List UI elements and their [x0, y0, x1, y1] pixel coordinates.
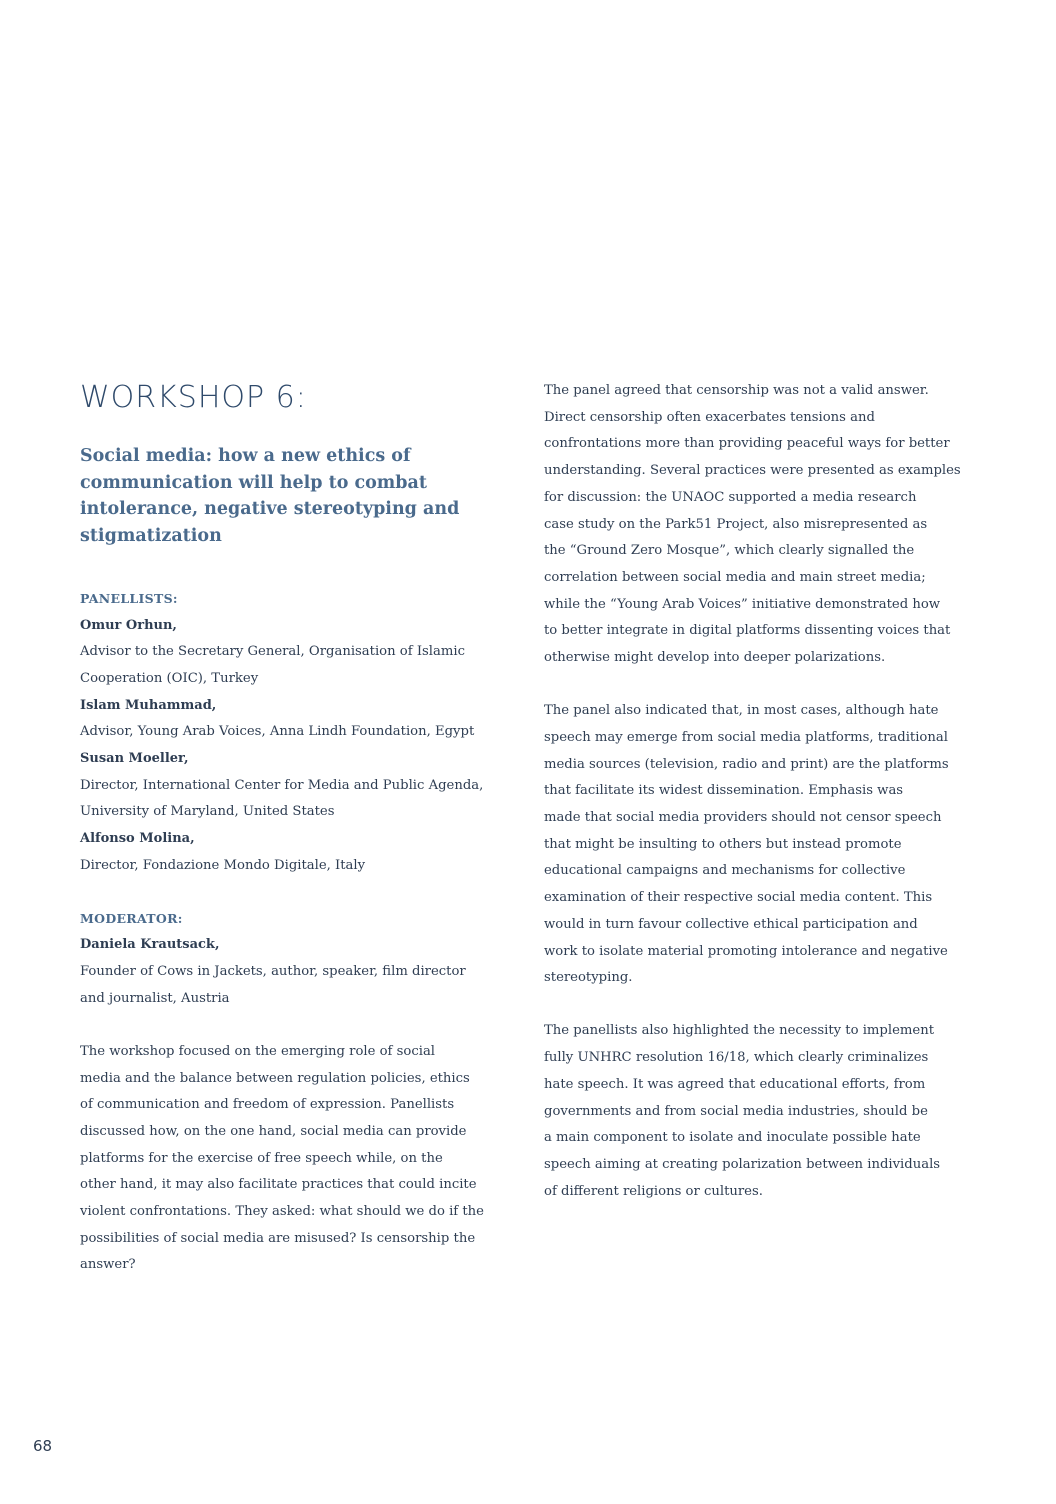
panellist-role: Director, International Center for Media and Public Agenda, University of Maryland, United States	[80, 777, 484, 820]
panellist-name: Omur Orhun,	[80, 617, 177, 633]
moderator-label: MODERATOR:	[80, 910, 183, 926]
moderator-role: Founder of Cows in Jackets, author, speaker, film director and journalist, Austria	[80, 963, 466, 1006]
left-column	[80, 378, 520, 1279]
panellist-name: Islam Muhammad,	[80, 697, 217, 713]
panellist-role: Advisor to the Secretary General, Organisation of Islamic Cooperation (OIC), Turkey	[80, 644, 465, 686]
moderator-entry	[80, 932, 520, 1012]
panellist-entry	[80, 746, 520, 826]
panellist-entry	[80, 613, 520, 693]
page-number: 68	[33, 1437, 53, 1455]
body-paragraph: The panel agreed that censorship was not a valid answer. Direct censorship often exacerbates tensions and confrontations more than providing peaceful ways for better understanding. Several practices were presented as examples for discussion: the UNAOC supported a media research case study on the Park51 Project, also misrepresented as the “Ground Zero Mosque”, which clearly signalled the correlation between social media and main street media; while the “Young Arab Voices” initiative demonstrated how to better integrate in digital platforms dissenting voices that otherwise might develop into deeper polarizations.	[544, 383, 961, 666]
body-paragraph: The panellists also highlighted the necessity to implement fully UNHRC resolution 16/18, which clearly criminalizes hate speech. It was agreed that educational efforts, from governments and from social media industries, should be a main component to isolate and inoculate possible hate speech aiming at creating polarization between individuals of different religions or cultures.	[544, 1023, 941, 1199]
panellist-name: Alfonso Molina,	[80, 831, 195, 847]
panellist-role: Advisor, Young Arab Voices, Anna Lindh Foundation, Egypt	[80, 724, 475, 740]
panellist-role: Director, Fondazione Mondo Digitale, Italy	[80, 857, 366, 873]
workshop-subtitle: Social media: how a new ethics of communication will help to combat intolerance, negative stereotyping and stigmatization	[80, 446, 460, 547]
panellists-label: PANELLISTS:	[80, 590, 178, 606]
body-paragraph: The panel also indicated that, in most cases, although hate speech may emerge from social media platforms, traditional media sources (television, radio and print) are the platforms that facilitate its widest dissemination. Emphasis was made that social media providers should not censor speech that might be insulting to others but instead promote educational campaigns and mechanisms for collective examination of their respective social media content. This would in turn favour collective ethical participation and work to isolate material promoting intolerance and negative stereotyping.	[544, 703, 949, 986]
moderator-name: Daniela Krautsack,	[80, 937, 220, 953]
panellist-name: Susan Moeller,	[80, 751, 189, 767]
panellist-entry	[80, 693, 520, 746]
intro-paragraph: The workshop focused on the emerging role of social media and the balance between regulation policies, ethics of communication and freedom of expression. Panellists discussed how, on the one hand, social media can provide platforms for the exercise of free speech while, on the other hand, it may also facilitate practices that could incite violent confrontations. They asked: what should we do if the possibilities of social media are misused? Is censorship the answer?	[80, 1043, 484, 1273]
right-column	[544, 378, 984, 1205]
panellist-entry	[80, 826, 520, 879]
workshop-title: WORKSHOP 6:	[80, 380, 307, 415]
